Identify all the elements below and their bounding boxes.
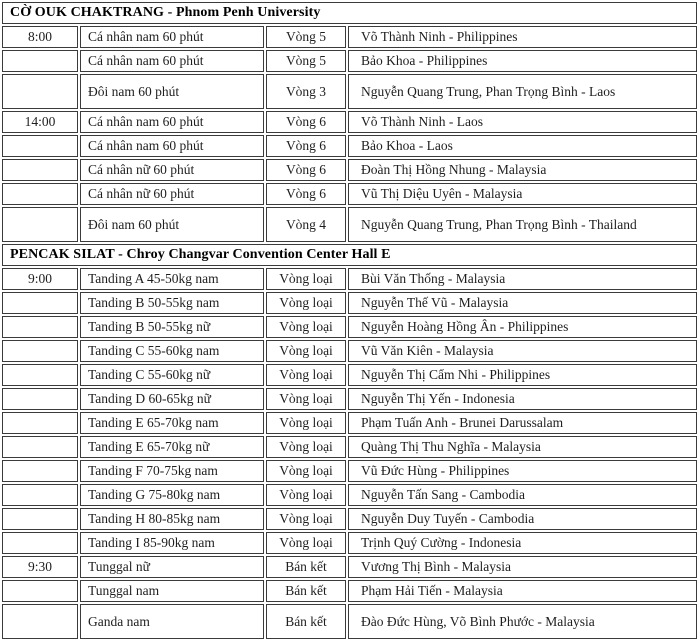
time-cell — [2, 74, 78, 109]
round-cell: Vòng loại — [266, 292, 346, 314]
athletes-cell: Võ Thành Ninh - Philippines — [348, 26, 697, 48]
athletes-cell: Nguyễn Quang Trung, Phan Trọng Bình - Laos — [348, 74, 697, 109]
round-cell: Vòng loại — [266, 484, 346, 506]
event-cell: Cá nhân nữ 60 phút — [80, 159, 264, 181]
event-cell: Tanding E 65-70kg nam — [80, 412, 264, 434]
event-cell: Tanding C 55-60kg nữ — [80, 364, 264, 386]
athletes-cell: Vũ Đức Hùng - Philippines — [348, 460, 697, 482]
schedule-row — [2, 556, 697, 578]
time-cell — [2, 436, 78, 458]
round-cell: Bán kết — [266, 580, 346, 602]
athletes-cell: Đoàn Thị Hồng Nhung - Malaysia — [348, 159, 697, 181]
event-cell: Cá nhân nam 60 phút — [80, 50, 264, 72]
round-cell: Vòng loại — [266, 388, 346, 410]
athletes-cell: Phạm Tuấn Anh - Brunei Darussalam — [348, 412, 697, 434]
time-cell — [2, 508, 78, 530]
athletes-cell: Đào Đức Hùng, Võ Bình Phước - Malaysia — [348, 604, 697, 639]
time-cell — [2, 364, 78, 386]
section-header-row — [2, 244, 697, 266]
athletes-cell: Quàng Thị Thu Nghĩa - Malaysia — [348, 436, 697, 458]
time-cell: 14:00 — [2, 111, 78, 133]
event-cell: Tanding H 80-85kg nam — [80, 508, 264, 530]
round-cell: Vòng 5 — [266, 50, 346, 72]
round-cell: Vòng 6 — [266, 159, 346, 181]
time-cell — [2, 460, 78, 482]
round-cell: Vòng loại — [266, 364, 346, 386]
time-cell — [2, 604, 78, 639]
event-cell: Tanding E 65-70kg nữ — [80, 436, 264, 458]
athletes-cell: Nguyễn Thế Vũ - Malaysia — [348, 292, 697, 314]
event-cell: Cá nhân nam 60 phút — [80, 111, 264, 133]
time-cell — [2, 484, 78, 506]
round-cell: Vòng 3 — [266, 74, 346, 109]
section-header-row — [2, 2, 697, 24]
schedule-row — [2, 340, 697, 362]
event-cell: Cá nhân nam 60 phút — [80, 26, 264, 48]
round-cell: Vòng 4 — [266, 207, 346, 242]
time-cell: 8:00 — [2, 26, 78, 48]
round-cell: Vòng loại — [266, 268, 346, 290]
time-cell — [2, 135, 78, 157]
time-cell — [2, 292, 78, 314]
schedule-row — [2, 183, 697, 205]
time-cell — [2, 532, 78, 554]
time-cell — [2, 340, 78, 362]
round-cell: Vòng 6 — [266, 111, 346, 133]
round-cell: Bán kết — [266, 556, 346, 578]
schedule-row — [2, 508, 697, 530]
athletes-cell: Nguyễn Quang Trung, Phan Trọng Bình - Thailand — [348, 207, 697, 242]
schedule-row — [2, 268, 697, 290]
event-cell: Tanding B 50-55kg nữ — [80, 316, 264, 338]
event-cell: Ganda nam — [80, 604, 264, 639]
time-cell: 9:00 — [2, 268, 78, 290]
event-cell: Tanding F 70-75kg nam — [80, 460, 264, 482]
section-title: PENCAK SILAT - Chroy Changvar Convention Center Hall E — [2, 244, 697, 266]
event-cell: Tanding G 75-80kg nam — [80, 484, 264, 506]
event-cell: Đôi nam 60 phút — [80, 74, 264, 109]
time-cell — [2, 316, 78, 338]
event-cell: Tanding C 55-60kg nam — [80, 340, 264, 362]
time-cell — [2, 183, 78, 205]
athletes-cell: Bảo Khoa - Philippines — [348, 50, 697, 72]
section-title: CỜ OUK CHAKTRANG - Phnom Penh University — [2, 2, 697, 24]
round-cell: Vòng loại — [266, 412, 346, 434]
athletes-cell: Nguyễn Tấn Sang - Cambodia — [348, 484, 697, 506]
schedule-row — [2, 26, 697, 48]
athletes-cell: Bảo Khoa - Laos — [348, 135, 697, 157]
round-cell: Vòng loại — [266, 460, 346, 482]
event-cell: Cá nhân nữ 60 phút — [80, 183, 264, 205]
athletes-cell: Nguyễn Duy Tuyến - Cambodia — [348, 508, 697, 530]
schedule-row — [2, 412, 697, 434]
time-cell — [2, 412, 78, 434]
schedule-row — [2, 292, 697, 314]
schedule-row — [2, 436, 697, 458]
schedule-row — [2, 532, 697, 554]
schedule-row — [2, 111, 697, 133]
schedule-row — [2, 207, 697, 242]
event-cell: Tanding I 85-90kg nam — [80, 532, 264, 554]
athletes-cell: Vũ Thị Diệu Uyên - Malaysia — [348, 183, 697, 205]
event-cell: Tanding B 50-55kg nam — [80, 292, 264, 314]
event-cell: Tunggal nữ — [80, 556, 264, 578]
time-cell — [2, 207, 78, 242]
round-cell: Vòng loại — [266, 532, 346, 554]
schedule-row — [2, 135, 697, 157]
round-cell: Vòng 6 — [266, 183, 346, 205]
schedule-row — [2, 159, 697, 181]
schedule-row — [2, 388, 697, 410]
round-cell: Vòng 6 — [266, 135, 346, 157]
schedule-row — [2, 484, 697, 506]
athletes-cell: Võ Thành Ninh - Laos — [348, 111, 697, 133]
event-cell: Cá nhân nam 60 phút — [80, 135, 264, 157]
time-cell: 9:30 — [2, 556, 78, 578]
time-cell — [2, 580, 78, 602]
schedule-row — [2, 604, 697, 639]
round-cell: Vòng 5 — [266, 26, 346, 48]
round-cell: Vòng loại — [266, 508, 346, 530]
athletes-cell: Bùi Văn Thống - Malaysia — [348, 268, 697, 290]
round-cell: Vòng loại — [266, 340, 346, 362]
schedule-row — [2, 50, 697, 72]
athletes-cell: Vũ Văn Kiên - Malaysia — [348, 340, 697, 362]
athletes-cell: Phạm Hải Tiến - Malaysia — [348, 580, 697, 602]
athletes-cell: Nguyễn Thị Cẩm Nhi - Philippines — [348, 364, 697, 386]
round-cell: Vòng loại — [266, 436, 346, 458]
event-cell: Tanding D 60-65kg nữ — [80, 388, 264, 410]
time-cell — [2, 388, 78, 410]
athletes-cell: Nguyễn Hoàng Hồng Ân - Philippines — [348, 316, 697, 338]
athletes-cell: Trịnh Quý Cường - Indonesia — [348, 532, 697, 554]
event-cell: Tunggal nam — [80, 580, 264, 602]
time-cell — [2, 159, 78, 181]
round-cell: Vòng loại — [266, 316, 346, 338]
time-cell — [2, 50, 78, 72]
schedule-row — [2, 460, 697, 482]
schedule-row — [2, 580, 697, 602]
event-cell: Đôi nam 60 phút — [80, 207, 264, 242]
event-cell: Tanding A 45-50kg nam — [80, 268, 264, 290]
athletes-cell: Vương Thị Bình - Malaysia — [348, 556, 697, 578]
round-cell: Bán kết — [266, 604, 346, 639]
schedule-row — [2, 74, 697, 109]
schedule-row — [2, 316, 697, 338]
schedule-row — [2, 364, 697, 386]
schedule-body — [2, 2, 697, 639]
athletes-cell: Nguyễn Thị Yến - Indonesia — [348, 388, 697, 410]
